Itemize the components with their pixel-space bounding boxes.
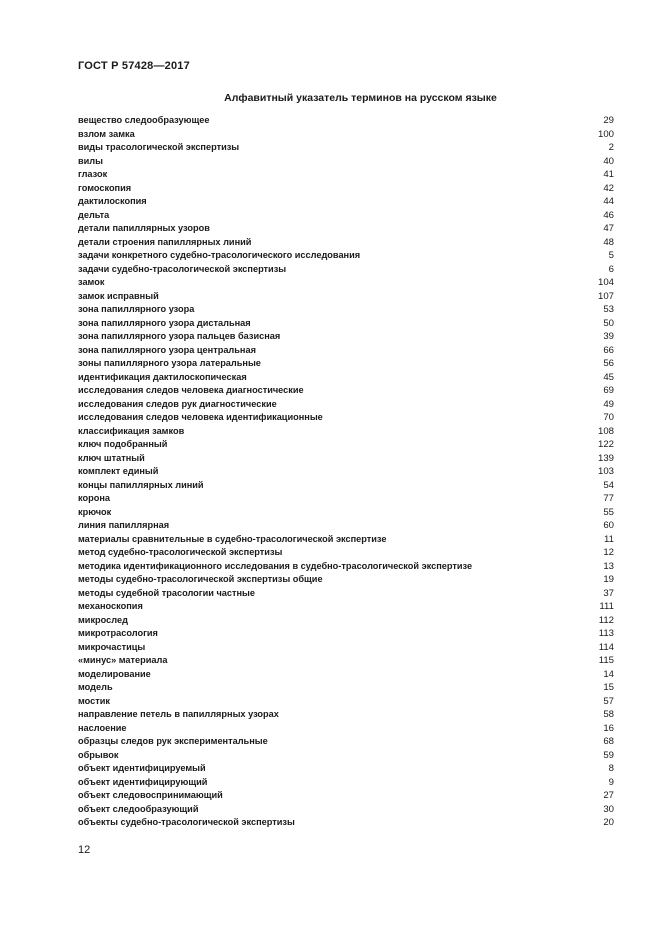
index-entry — [78, 236, 614, 250]
index-term: модель — [78, 682, 113, 692]
index-term: обрывок — [78, 749, 119, 760]
index-term: объекты судебно-трасологической экспертизы — [78, 817, 295, 827]
index-entry — [78, 668, 614, 682]
index-page-ref: 66 — [603, 344, 614, 356]
index-page-ref: 55 — [603, 506, 614, 518]
index-entry — [78, 263, 614, 277]
index-entry — [78, 735, 614, 749]
index-term: корона — [78, 493, 110, 503]
index-term: образцы следов рук экспериментальные — [78, 736, 268, 746]
index-entry — [78, 438, 614, 452]
index-entry — [78, 546, 614, 560]
index-page-ref: 58 — [603, 709, 614, 720]
index-term: микротрасология — [78, 628, 158, 638]
index-term: моделирование — [78, 668, 151, 679]
index-entry — [78, 155, 614, 169]
index-entry — [78, 708, 614, 722]
index-page-ref: 100 — [597, 128, 614, 140]
index-entry — [78, 425, 614, 439]
document-header: ГОСТ Р 57428—2017 — [78, 60, 190, 72]
index-term: исследования следов рук диагностические — [78, 398, 277, 409]
index-page-ref: 139 — [597, 452, 614, 464]
index-entry — [78, 762, 614, 776]
index-entry — [78, 654, 614, 668]
index-page-ref: 56 — [603, 358, 614, 369]
index-entry — [78, 695, 614, 709]
index-page-ref: 41 — [603, 169, 614, 180]
index-term: исследования следов человека диагностические — [78, 385, 304, 395]
index-term: объект следовоспринимающий — [78, 790, 223, 800]
index-page-ref: 122 — [597, 439, 614, 450]
index-term: объект идентифицирующий — [78, 776, 208, 787]
index-page-ref: 115 — [598, 655, 614, 666]
index-page-ref: 27 — [603, 790, 614, 801]
index-entry — [78, 776, 614, 790]
index-page-ref: 68 — [603, 736, 614, 747]
index-term: «минус» материала — [78, 655, 168, 665]
index-entry — [78, 681, 614, 695]
index-page-ref: 6 — [608, 263, 614, 275]
index-term: глазок — [78, 169, 108, 179]
index-term: замок исправный — [78, 290, 159, 301]
index-entry — [78, 452, 614, 466]
index-term: ключ штатный — [78, 452, 145, 463]
index-page-ref: 14 — [603, 668, 614, 680]
index-entry — [78, 303, 614, 317]
index-term: виды трасологической экспертизы — [78, 142, 240, 152]
index-page-ref: 16 — [603, 722, 614, 734]
index-term: микрочастицы — [78, 641, 146, 652]
index-term: зона папиллярного узора пальцев базисная — [78, 331, 281, 341]
index-page-ref: 47 — [603, 223, 614, 234]
index-page-ref: 60 — [603, 520, 614, 531]
index-page-ref: 12 — [603, 547, 614, 558]
index-page-ref: 19 — [603, 574, 614, 585]
index-term: зона папиллярного узора центральная — [78, 344, 256, 355]
index-entry — [78, 816, 614, 830]
index-entry — [78, 182, 614, 196]
index-entry — [78, 641, 614, 655]
index-page-ref: 11 — [604, 533, 614, 545]
index-term: объект следообразующий — [78, 803, 199, 814]
index-page-ref: 2 — [608, 142, 614, 153]
index-term: крючок — [78, 506, 112, 517]
index-entry — [78, 627, 614, 641]
index-term: наслоение — [78, 722, 127, 733]
index-entry — [78, 519, 614, 533]
index-entry — [78, 492, 614, 506]
index-entry — [78, 141, 614, 155]
index-page-ref: 8 — [608, 763, 614, 774]
index-page-ref: 13 — [603, 560, 614, 572]
index-title: Алфавитный указатель терминов на русском языке — [224, 92, 497, 104]
index-term: исследования следов человека идентификационные — [78, 412, 323, 422]
index-term: гомоскопия — [78, 182, 132, 193]
index-page-ref: 5 — [608, 250, 614, 261]
index-page-ref: 113 — [598, 628, 614, 639]
index-entry — [78, 195, 614, 209]
index-term: вилы — [78, 155, 103, 166]
index-term: взлом замка — [78, 128, 135, 139]
index-page-ref: 77 — [603, 493, 614, 504]
index-page-ref: 59 — [603, 749, 614, 761]
index-term: метод судебно-трасологической экспертизы — [78, 547, 283, 557]
index-page-ref: 29 — [603, 115, 614, 126]
index-entry — [78, 128, 614, 142]
index-page-ref: 107 — [597, 290, 614, 302]
index-page-ref: 108 — [597, 425, 614, 437]
index-entry — [78, 114, 614, 128]
index-entry — [78, 479, 614, 493]
index-term: методы судебно-трасологической экспертизы общие — [78, 574, 323, 584]
index-page-ref: 9 — [608, 776, 614, 788]
index-term: методы судебной трасологии частные — [78, 587, 256, 598]
index-term: идентификация дактилоскопическая — [78, 371, 247, 382]
index-term: концы папиллярных линий — [78, 479, 204, 490]
index-entry — [78, 371, 614, 385]
index-term: дельта — [78, 209, 110, 220]
index-entry — [78, 290, 614, 304]
index-term: классификация замков — [78, 425, 185, 436]
index-entry — [78, 749, 614, 763]
index-page-ref: 40 — [603, 155, 614, 167]
index-page-ref: 103 — [597, 466, 614, 477]
index-entry — [78, 600, 614, 614]
index-entry — [78, 465, 614, 479]
index-term: зоны папиллярного узора латеральные — [78, 358, 261, 368]
index-page-ref: 54 — [603, 479, 614, 491]
index-entry — [78, 533, 614, 547]
index-entry — [78, 506, 614, 520]
index-term: зона папиллярного узора дистальная — [78, 317, 251, 328]
index-entry — [78, 330, 614, 344]
index-term: мостик — [78, 695, 111, 706]
index-page-ref: 30 — [603, 803, 614, 815]
index-entry — [78, 573, 614, 587]
index-term: задачи судебно-трасологической экспертизы — [78, 263, 287, 274]
index-term: комплект единый — [78, 466, 159, 476]
index-entry — [78, 614, 614, 628]
index-entry — [78, 357, 614, 371]
index-entry — [78, 317, 614, 331]
index-term: линия папиллярная — [78, 520, 170, 530]
index-page-ref: 48 — [603, 236, 614, 248]
index-page-ref: 49 — [603, 398, 614, 410]
index-term: детали строения папиллярных линий — [78, 236, 252, 247]
index-term: объект идентифицируемый — [78, 763, 206, 773]
index-page-ref: 53 — [603, 304, 614, 315]
index-entry — [78, 384, 614, 398]
index-page-ref: 50 — [603, 317, 614, 329]
index-term: микрослед — [78, 614, 128, 625]
index-page-ref: 20 — [603, 817, 614, 828]
index-page-ref: 111 — [599, 601, 614, 612]
index-term: задачи конкретного судебно-трасологического исследования — [78, 250, 361, 260]
index-term: механоскопия — [78, 601, 143, 611]
index-page-ref: 57 — [603, 695, 614, 707]
index-page-ref: 114 — [598, 641, 614, 653]
term-index-list — [78, 114, 614, 830]
index-entry — [78, 722, 614, 736]
index-page-ref: 112 — [598, 614, 614, 626]
index-entry — [78, 587, 614, 601]
index-entry — [78, 249, 614, 263]
index-page-ref: 69 — [603, 385, 614, 396]
index-page-ref: 42 — [603, 182, 614, 194]
index-term: зона папиллярного узора — [78, 304, 195, 314]
index-term: направление петель в папиллярных узорах — [78, 709, 279, 719]
index-page-ref: 46 — [603, 209, 614, 221]
index-term: вещество следообразующее — [78, 115, 210, 125]
index-entry — [78, 209, 614, 223]
index-entry — [78, 803, 614, 817]
index-term: дактилоскопия — [78, 196, 147, 206]
index-page-ref: 45 — [603, 371, 614, 383]
index-entry — [78, 222, 614, 236]
page-number: 12 — [78, 844, 91, 856]
index-page-ref: 104 — [597, 277, 614, 288]
index-page-ref: 70 — [603, 412, 614, 423]
index-page-ref: 37 — [603, 587, 614, 599]
index-entry — [78, 411, 614, 425]
index-entry — [78, 789, 614, 803]
index-term: детали папиллярных узоров — [78, 223, 210, 233]
index-entry — [78, 560, 614, 574]
index-page-ref: 39 — [603, 331, 614, 342]
index-term: замок — [78, 277, 105, 287]
index-term: материалы сравнительные в судебно-трасологической экспертизе — [78, 533, 387, 544]
index-page-ref: 44 — [603, 196, 614, 207]
index-page-ref: 15 — [603, 682, 614, 693]
index-term: ключ подобранный — [78, 439, 168, 449]
index-entry — [78, 168, 614, 182]
index-entry — [78, 276, 614, 290]
index-term: методика идентификационного исследования в судебно-трасологической экспертизе — [78, 560, 473, 571]
index-entry — [78, 344, 614, 358]
index-entry — [78, 398, 614, 412]
